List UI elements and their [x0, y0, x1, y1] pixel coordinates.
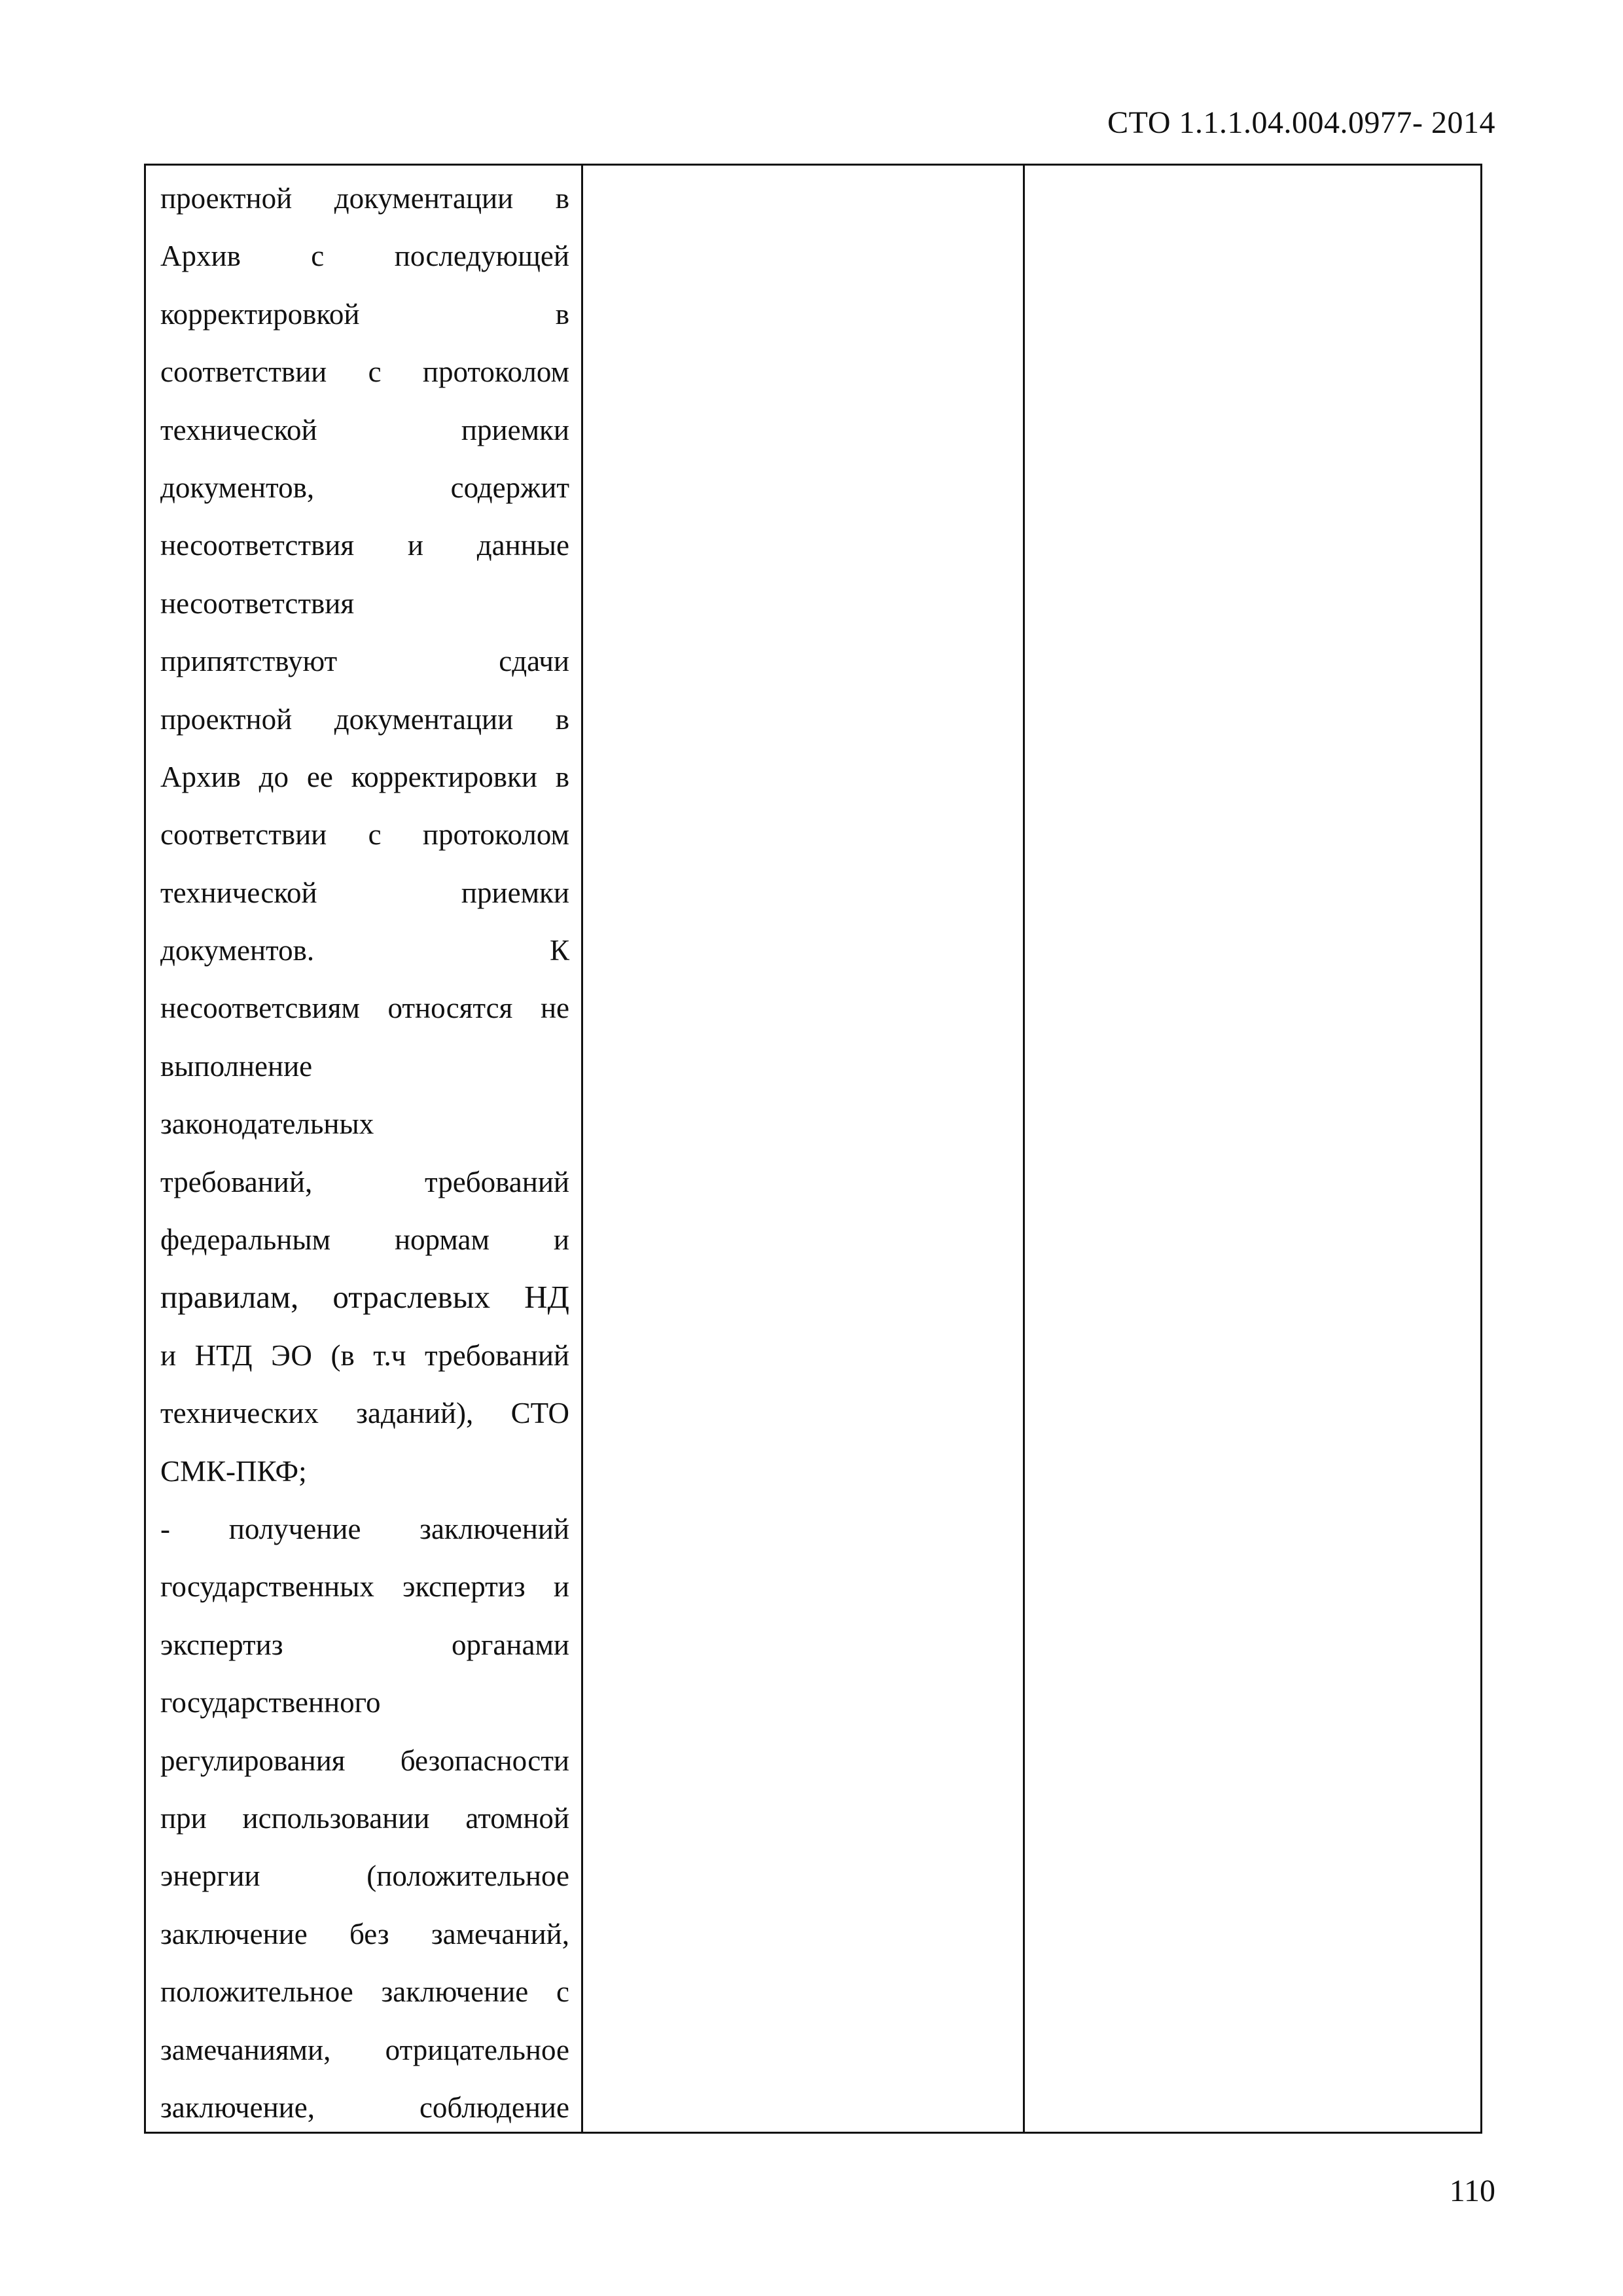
cell-text-line: выполнение — [160, 1049, 313, 1083]
cell-text-line: припятствуют сдачи — [160, 645, 569, 678]
cell-text-line: заключение без замечаний, — [160, 1917, 569, 1950]
cell-text-line: государственных экспертиз и — [160, 1570, 569, 1604]
cell-text-line: Архив с последующей — [160, 240, 569, 273]
cell-text-line: экспертиз органами — [160, 1628, 569, 1661]
cell-text-line: корректировкой в — [160, 297, 569, 331]
cell-text-line: несоответствия и данные — [160, 529, 569, 562]
cell-text-line: федеральным нормам и — [160, 1223, 569, 1257]
cell-text-line: требований, требований — [160, 1165, 569, 1198]
cell-text-line: соответствии с протоколом — [160, 818, 569, 852]
cell-text-line: и НТД ЭО (в т.ч требований — [160, 1338, 569, 1372]
cell-text-line: правилам, отраслевых НД — [160, 1279, 569, 1316]
requirements-table — [144, 164, 1482, 2134]
table-cell-column-1 — [160, 170, 569, 2136]
cell-text-line: технической приемки — [160, 413, 569, 446]
cell-text-line: при использовании атомной — [160, 1801, 569, 1835]
cell-text-line: документов. К — [160, 934, 569, 967]
cell-text-line: проектной документации в — [160, 182, 569, 215]
cell-text-line: технических заданий), СТО — [160, 1397, 569, 1430]
cell-text-line: технической приемки — [160, 876, 569, 909]
cell-text-line: - получение заключений — [160, 1512, 569, 1545]
cell-text-line: СМК-ПКФ; — [160, 1454, 307, 1488]
cell-text-line: документов, содержит — [160, 471, 569, 504]
document-code: СТО 1.1.1.04.004.0977- 2014 — [1107, 105, 1495, 140]
cell-text-line: положительное заключение с — [160, 1975, 569, 2009]
cell-text-line: законодательных — [160, 1107, 374, 1141]
cell-text-line: энергии (положительное — [160, 1859, 569, 1893]
page-number: 110 — [1449, 2174, 1495, 2208]
column-divider-1 — [581, 166, 583, 2132]
cell-text-line: заключение, соблюдение — [160, 2090, 569, 2124]
cell-text-line: замечаниями, отрицательное — [160, 2033, 569, 2066]
cell-text-line: проектной документации в — [160, 702, 569, 736]
cell-text-line: Архив до ее корректировки в — [160, 760, 569, 793]
cell-text-line: государственного — [160, 1686, 381, 1719]
cell-text-line: несоответсвиям относятся не — [160, 992, 569, 1025]
column-divider-2 — [1023, 166, 1025, 2132]
cell-text-line: регулирования безопасности — [160, 1744, 569, 1777]
cell-text-line: соответствии с протоколом — [160, 355, 569, 389]
cell-text-line: несоответствия — [160, 586, 355, 620]
